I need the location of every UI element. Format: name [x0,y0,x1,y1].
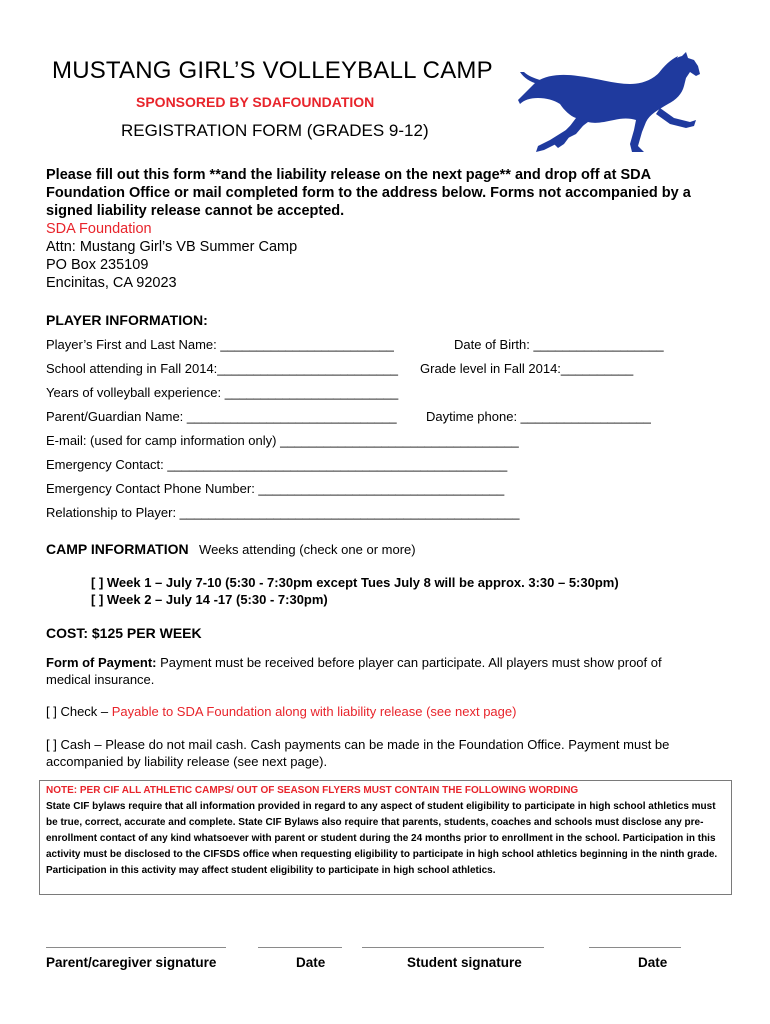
date-label-1: Date [296,955,326,970]
intro-line-3: signed liability release cannot be accepted. [46,203,345,219]
check-instructions: Payable to SDA Foundation along with liability release (see next page) [111,704,517,719]
relationship-field[interactable]: Relationship to Player: _______________________________________________ [46,505,520,520]
school-field[interactable]: School attending in Fall 2014:_________________________ [46,361,399,376]
parent-name-field[interactable]: Parent/Guardian Name: _____________________________ [46,409,397,424]
page-title: MUSTANG GIRL’S VOLLEYBALL CAMP [52,57,493,84]
payment-text: Payment must be received before player can participate. All players must show proof of [156,655,662,670]
address-city: Encinitas, CA 92023 [46,275,177,291]
camp-info-row [46,541,416,559]
intro-line-1: Please fill out this form **and the liability release on the next page** and drop off at SDA [46,167,652,183]
check-label: [ ] Check – [46,704,112,719]
date-label-2: Date [638,955,668,970]
cash-option[interactable]: [ ] Cash – Please do not mail cash. Cash payments can be made in the Foundation Office. Payment must be [46,737,670,752]
sponsor-line: SPONSORED BY SDAFOUNDATION [136,94,375,110]
date-of-birth-field[interactable]: Date of Birth: __________________ [454,337,664,352]
cif-note-body: State CIF bylaws require that all information provided in regard to any aspect of student eligibility to participate in high school athletics must be true, correct, accurate and complete. State CIF Bylaws also require that parents, students, coaches and schools must disclose any pre-enrollment contact of any kind whatsoever with parent or student during the 24 months prior to enrollment in the school. Participation in this activity must be disclosed to the CIFSDS office when requesting eligibility to participate in high school athletics beginning in the ninth grade. Participation in this activity may affect student eligibility to participate in high school athletics. [46,801,718,876]
address-po-box: PO Box 235109 [46,257,149,273]
player-name-field[interactable]: Player’s First and Last Name: ________________________ [46,337,394,352]
daytime-phone-field[interactable]: Daytime phone: __________________ [426,409,651,424]
date-line-1[interactable] [258,947,342,948]
parent-signature-line[interactable] [46,947,226,948]
running-horse-icon [518,48,706,158]
form-subtitle: REGISTRATION FORM (GRADES 9-12) [121,121,429,140]
payment-line-2: medical insurance. [46,672,155,687]
grade-level-field[interactable]: Grade level in Fall 2014:__________ [420,361,634,376]
week-1-checkbox[interactable]: [ ] Week 1 – July 7-10 (5:30 - 7:30pm except Tues July 8 will be approx. 3:30 – 5:30pm) [91,575,619,590]
parent-signature-label: Parent/caregiver signature [46,955,217,970]
cif-note-heading: NOTE: PER CIF ALL ATHLETIC CAMPS/ OUT OF SEASON FLYERS MUST CONTAIN THE FOLLOWING WORDING [46,785,579,796]
address-attn: Attn: Mustang Girl’s VB Summer Camp [46,239,298,255]
payment-line-1 [46,654,662,671]
weeks-attending-label: Weeks attending (check one or more) [199,542,416,557]
camp-info-heading: CAMP INFORMATION [46,541,189,557]
address-name: SDA Foundation [46,221,152,237]
date-line-2[interactable] [589,947,681,948]
emergency-phone-field[interactable]: Emergency Contact Phone Number: __________________________________ [46,481,505,496]
cash-option-line-2: accompanied by liability release (see next page). [46,754,328,769]
check-option[interactable] [46,703,516,720]
email-field[interactable]: E-mail: (used for camp information only) _________________________________ [46,433,519,448]
week-2-checkbox[interactable]: [ ] Week 2 – July 14 -17 (5:30 - 7:30pm) [91,592,328,607]
emergency-contact-field[interactable]: Emergency Contact: _______________________________________________ [46,457,508,472]
payment-label: Form of Payment: [46,655,157,670]
years-experience-field[interactable]: Years of volleyball experience: ________________________ [46,385,399,400]
student-signature-line[interactable] [362,947,544,948]
player-info-heading: PLAYER INFORMATION: [46,312,208,328]
student-signature-label: Student signature [407,955,522,970]
cif-note-box [39,780,732,895]
intro-line-2: Foundation Office or mail completed form to the address below. Forms not accompanied by a [46,185,691,201]
cost-heading: COST: $125 PER WEEK [46,625,202,641]
